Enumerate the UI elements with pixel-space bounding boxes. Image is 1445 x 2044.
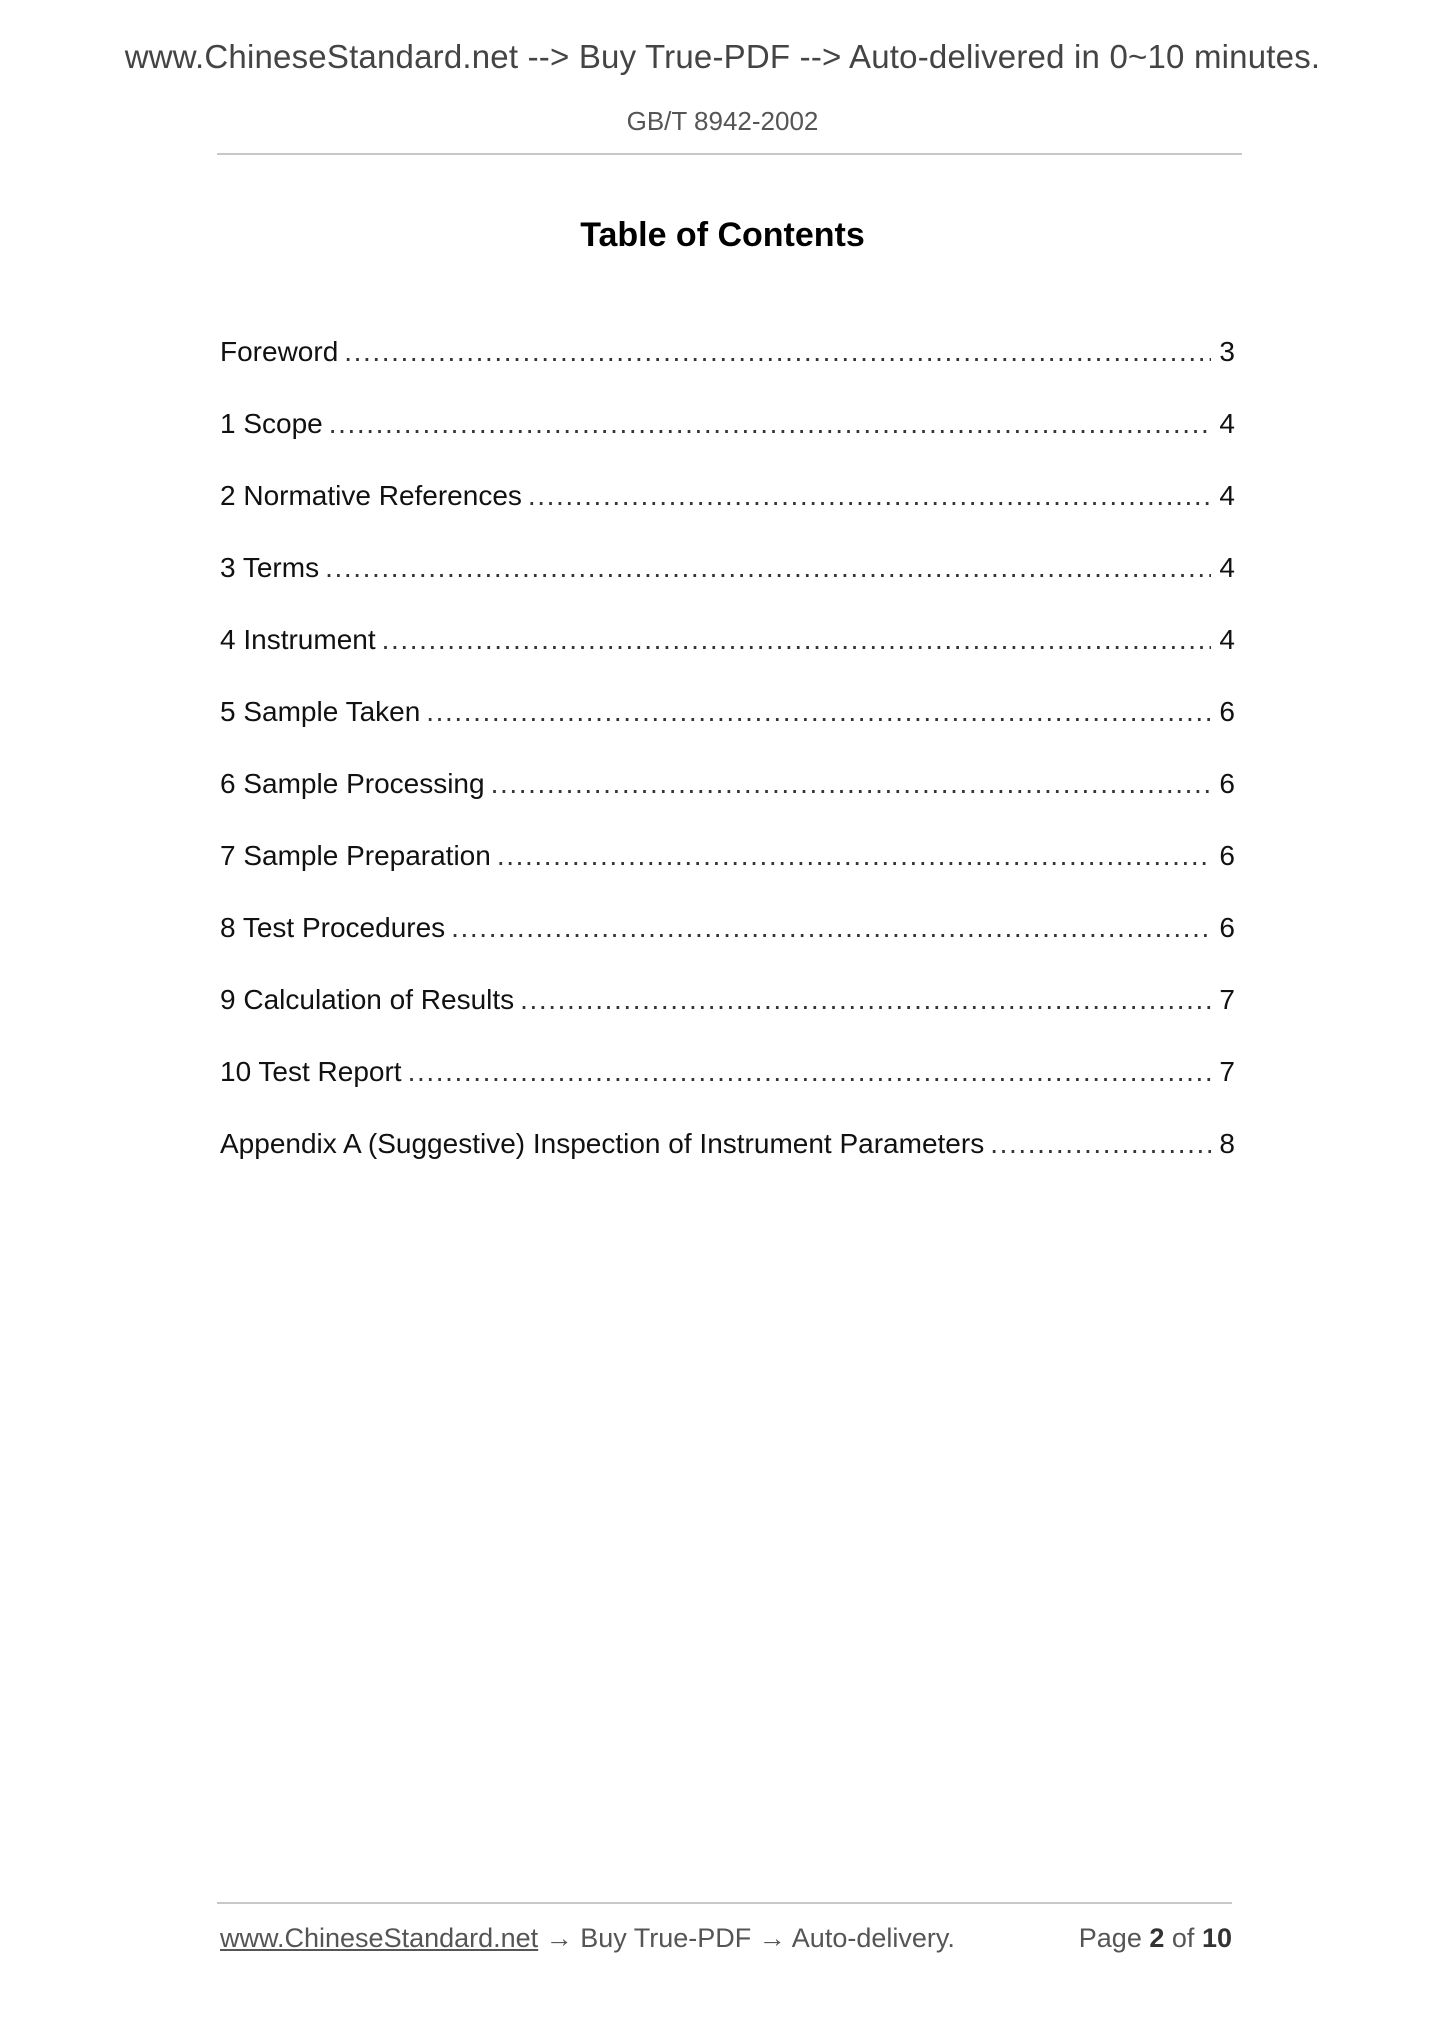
toc-entry-label: 7 Sample Preparation bbox=[220, 840, 491, 871]
toc-entry-page: 4 bbox=[1219, 624, 1235, 655]
toc-dot-leader bbox=[344, 336, 1211, 368]
footer-divider bbox=[217, 1902, 1232, 1904]
page-word: Page bbox=[1078, 1923, 1142, 1953]
toc-entry-page: 6 bbox=[1219, 696, 1235, 727]
toc-entry-appendix-a[interactable] bbox=[220, 1128, 1235, 1200]
page-current: 2 bbox=[1149, 1923, 1165, 1953]
toc-entry-calculation-of-results[interactable] bbox=[220, 984, 1235, 1056]
toc-dot-leader bbox=[382, 624, 1212, 656]
toc-entry-label: 2 Normative References bbox=[220, 480, 522, 511]
footer-buy-text: Buy True-PDF bbox=[580, 1923, 752, 1953]
toc-entry-sample-taken[interactable] bbox=[220, 696, 1235, 768]
toc-entry-label: 1 Scope bbox=[220, 408, 323, 439]
toc-dot-leader bbox=[491, 768, 1212, 800]
toc-dot-leader bbox=[329, 408, 1212, 440]
toc-dot-leader bbox=[528, 480, 1212, 512]
toc-entry-page: 3 bbox=[1219, 336, 1235, 367]
toc-entry-page: 4 bbox=[1219, 408, 1235, 439]
toc-entry-foreword[interactable] bbox=[220, 336, 1235, 408]
page-total: 10 bbox=[1201, 1923, 1232, 1953]
toc-entry-label: Appendix A (Suggestive) Inspection of Instrument Parameters bbox=[220, 1128, 985, 1159]
toc-entry-page: 4 bbox=[1219, 552, 1235, 583]
toc-entry-test-report[interactable] bbox=[220, 1056, 1235, 1128]
toc-entry-label: Foreword bbox=[220, 336, 339, 367]
arrow-right-icon: → bbox=[758, 1923, 786, 1953]
toc-entry-label: 8 Test Procedures bbox=[220, 912, 446, 943]
top-banner: www.ChineseStandard.net --> Buy True-PDF --> Auto-delivered in 0~10 minutes. bbox=[124, 38, 1321, 75]
header-divider bbox=[217, 153, 1242, 155]
toc-entry-label: 6 Sample Processing bbox=[220, 768, 485, 799]
toc-list bbox=[220, 336, 1235, 1200]
toc-entry-page: 7 bbox=[1219, 1056, 1235, 1087]
toc-dot-leader bbox=[990, 1128, 1211, 1160]
toc-dot-leader bbox=[451, 912, 1211, 944]
toc-entry-label: 5 Sample Taken bbox=[220, 696, 421, 727]
toc-entry-label: 4 Instrument bbox=[220, 624, 376, 655]
toc-dot-leader bbox=[520, 984, 1211, 1016]
toc-entry-normative-references[interactable] bbox=[220, 480, 1235, 552]
toc-entry-terms[interactable] bbox=[220, 552, 1235, 624]
footer-site-link[interactable]: www.ChineseStandard.net bbox=[220, 1923, 539, 1953]
toc-title: Table of Contents bbox=[580, 216, 865, 254]
toc-entry-instrument[interactable] bbox=[220, 624, 1235, 696]
document-code: GB/T 8942-2002 bbox=[626, 106, 819, 136]
toc-entry-page: 7 bbox=[1219, 984, 1235, 1015]
toc-entry-page: 8 bbox=[1219, 1128, 1235, 1159]
toc-entry-sample-processing[interactable] bbox=[220, 768, 1235, 840]
toc-entry-page: 6 bbox=[1219, 912, 1235, 943]
footer-promo bbox=[220, 1923, 955, 1954]
toc-entry-page: 4 bbox=[1219, 480, 1235, 511]
toc-entry-page: 6 bbox=[1219, 768, 1235, 799]
toc-entry-scope[interactable] bbox=[220, 408, 1235, 480]
arrow-right-icon: → bbox=[545, 1923, 573, 1953]
of-word: of bbox=[1171, 1923, 1195, 1953]
toc-dot-leader bbox=[408, 1056, 1212, 1088]
toc-entry-label: 3 Terms bbox=[220, 552, 320, 583]
toc-dot-leader bbox=[426, 696, 1211, 728]
toc-dot-leader bbox=[325, 552, 1211, 584]
toc-entry-sample-preparation[interactable] bbox=[220, 840, 1235, 912]
toc-entry-page: 6 bbox=[1219, 840, 1235, 871]
toc-entry-label: 9 Calculation of Results bbox=[220, 984, 515, 1015]
toc-entry-test-procedures[interactable] bbox=[220, 912, 1235, 984]
footer-delivery-text: Auto-delivery. bbox=[791, 1923, 955, 1953]
toc-entry-label: 10 Test Report bbox=[220, 1056, 402, 1087]
toc-dot-leader bbox=[497, 840, 1212, 872]
page-counter bbox=[1079, 1923, 1232, 1954]
